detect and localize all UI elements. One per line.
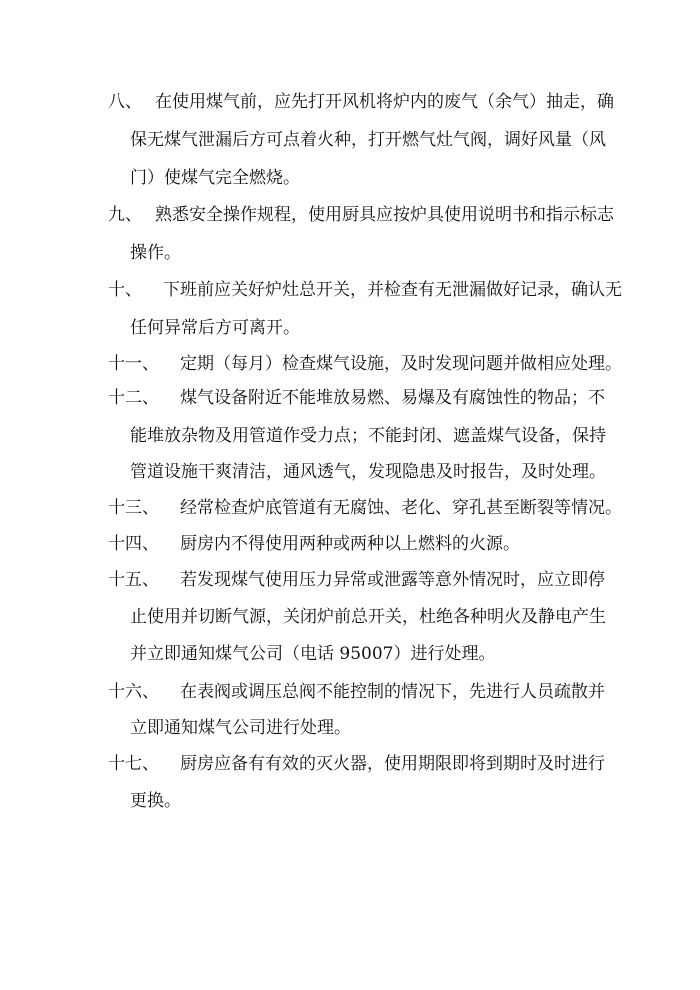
- rule-number: 十二、: [108, 388, 159, 408]
- rule-text-line: 门）使煤气完全燃烧。: [130, 168, 300, 188]
- rule-number: 十六、: [108, 682, 159, 702]
- rule-text-line: 能堆放杂物及用管道作受力点；不能封闭、遮盖煤气设备，保持: [130, 426, 606, 446]
- rule-number: 九、: [108, 205, 142, 225]
- rule-number: 八、: [108, 92, 142, 112]
- rule-number: 十、: [108, 280, 142, 300]
- rule-number: 十七、: [108, 754, 159, 774]
- rule-number: 十三、: [108, 498, 159, 518]
- rule-text-line: 立即通知煤气公司进行处理。: [130, 718, 351, 738]
- rule-text-line: 定期（每月）检查煤气设施，及时发现问题并做相应处理。: [180, 354, 622, 374]
- rule-text-line: 保无煤气泄漏后方可点着火种，打开燃气灶气阀，调好风量（风: [130, 130, 606, 150]
- rule-text-line: 下班前应关好炉灶总开关，并检查有无泄漏做好记录，确认无: [163, 280, 622, 300]
- rule-text-line: 经常检查炉底管道有无腐蚀、老化、穿孔甚至断裂等情况。: [180, 498, 622, 518]
- rule-text-line: 厨房内不得使用两种或两种以上燃料的火源。: [180, 534, 520, 554]
- rule-text-line: 若发现煤气使用压力异常或泄露等意外情况时，应立即停: [180, 570, 605, 590]
- rule-text-line: 任何异常后方可离开。: [130, 318, 300, 338]
- rule-text-line: 厨房应备有有效的灭火器，使用期限即将到期时及时进行: [180, 754, 605, 774]
- rule-text-line: 操作。: [130, 243, 181, 263]
- rule-number: 十四、: [108, 534, 159, 554]
- rule-text-line: 在使用煤气前，应先打开风机将炉内的废气（余气）抽走，确: [155, 92, 614, 112]
- rule-text-line: 熟悉安全操作规程，使用厨具应按炉具使用说明书和指示标志: [155, 205, 614, 225]
- rule-text-line: 煤气设备附近不能堆放易燃、易爆及有腐蚀性的物品；不: [180, 388, 605, 408]
- rule-number: 十一、: [108, 354, 159, 374]
- rule-text-line: 更换。: [130, 791, 181, 811]
- rule-text-line: 在表阀或调压总阀不能控制的情况下，先进行人员疏散并: [180, 682, 605, 702]
- rule-text-line: 管道设施干爽清洁，通风透气，发现隐患及时报告，及时处理。: [130, 462, 606, 482]
- rule-text-line: 并立即通知煤气公司（电话 95007）进行处理。: [130, 644, 496, 664]
- rule-text-line: 止使用并切断气源，关闭炉前总开关，杜绝各种明火及静电产生: [130, 607, 606, 627]
- rule-number: 十五、: [108, 570, 159, 590]
